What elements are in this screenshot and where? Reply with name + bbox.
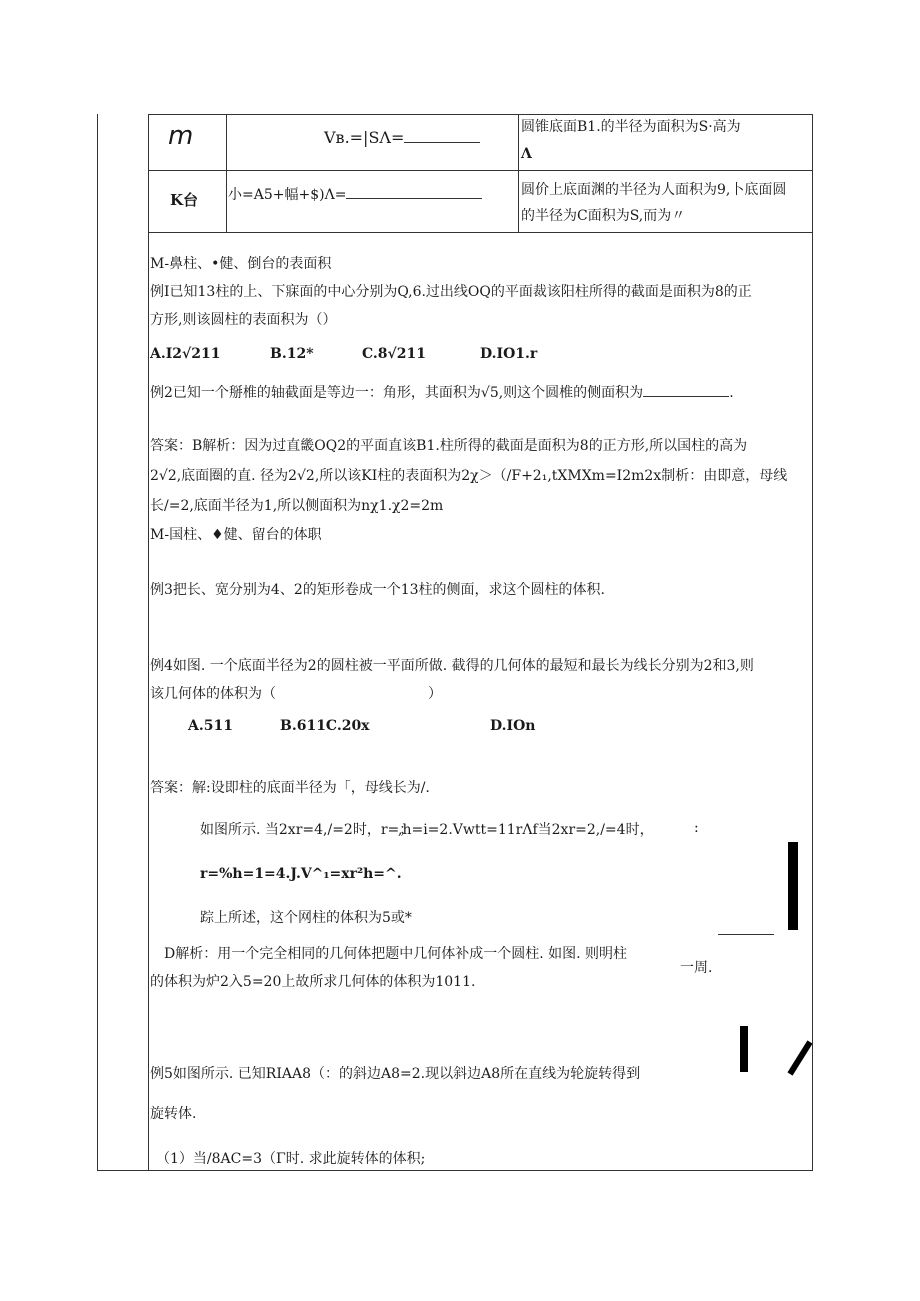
- example-3-text: 例3把长、宽分别为4、2的矩形卷成一个13柱的侧面，求这个圆柱的体积.: [150, 582, 605, 598]
- table-cell-label: K台: [170, 191, 199, 209]
- example-4-text: 例4如图. 一个底面半径为2的圆柱被一平面所做. 截得的几何体的最短和最长为线长分别为2和3,则: [150, 658, 754, 674]
- table-bottom-border: [97, 1170, 813, 1171]
- table-cell-desc: 圆价上底面渊的半径为人面积为9,卜底面圆: [521, 182, 787, 198]
- figure-fragment-line: [718, 934, 774, 935]
- table-cell-formula: [324, 128, 480, 148]
- answer-2-text: 如图所示. 当2xr=4,/=2时，r=；: [200, 822, 414, 838]
- example-1-option-c: C.8√211: [362, 346, 426, 362]
- fill-blank: [404, 128, 480, 143]
- table-cell-desc: 圆锥底面B1.的半径为面积为S·高为: [521, 119, 741, 135]
- table-top-border: [148, 114, 813, 115]
- example-1-text: 例I已知13柱的上、下寐面的中心分别为Q,6.过出线OQ的平面裁该阳柱所得的截面是面积为8的正: [150, 284, 752, 300]
- table-cell-desc: Λ: [521, 146, 532, 162]
- figure-fragment-slash-path: [790, 1042, 810, 1074]
- fill-blank: [643, 382, 729, 397]
- example-2-text: [150, 382, 734, 403]
- example-5-text: 例5如图所示. 已知RIAA8（：的斜边A8=2.现以斜边A8所在直线为轮旋转得到: [150, 1066, 641, 1082]
- answer-2-text: 的体积为炉2入5=20上故所求几何体的体积为1011.: [150, 974, 476, 990]
- answer-2-colon: :: [694, 820, 699, 836]
- fill-blank: [346, 184, 482, 199]
- example-4-option-a: A.511: [188, 718, 233, 734]
- figure-fragment-bar: [740, 1026, 748, 1072]
- example-5-text: 旋转体.: [150, 1106, 197, 1122]
- table-cell-desc: 的半径为C面积为S,而为〃: [521, 208, 686, 224]
- example-5-text: （1）当/8AC=3（Γ时. 求此旋转体的体积;: [156, 1151, 426, 1167]
- table-cell-formula: [228, 184, 482, 205]
- answer-2-text: D解析：用一个完全相同的几何体把题中几何体补成一个圆柱. 如图. 则明柱: [164, 946, 628, 962]
- table-col-divider: [518, 114, 519, 232]
- answer-2-side-text: 一周.: [680, 960, 713, 976]
- formula-text: 小=A5+幅+$)Λ=: [228, 187, 347, 203]
- example-4-paren: ）: [428, 686, 442, 702]
- table-right-border: [812, 114, 813, 1170]
- table-cell-label: m: [168, 121, 194, 151]
- answer-2-text: r=%h=1=4.J.V^₁=xr²h=^.: [200, 866, 402, 882]
- table-col-divider: [226, 114, 227, 232]
- formula-text: Vʙ.=|SΛ=: [324, 128, 405, 147]
- answer-2-text: 踪上所述，这个网柱的体积为5或*: [200, 910, 412, 926]
- example-1-text: 方形,则该圆柱的表面积为（）: [150, 312, 337, 328]
- answer-2-text: ,h=i=2.Vwtt=11rΛf当2xr=2,/=4时，: [398, 822, 654, 838]
- example-4-option-d: D.IOn: [490, 718, 536, 734]
- example-4-text: 该几何体的体积为（: [150, 686, 276, 702]
- example-4-option-bc: B.611C.20x: [280, 718, 370, 734]
- answer-2-text: 答案：解:设即柱的底面半径为「，母线长为/.: [150, 780, 430, 796]
- example-2-period: .: [729, 385, 734, 401]
- figure-fragment-bar: [788, 842, 798, 930]
- table-left-border: [148, 114, 149, 1170]
- example-2-question: 例2已知一个掰椎的轴截面是等边一：角形，其面积为√5,则这个圆椎的侧面积为: [150, 385, 644, 401]
- table-row-divider: [148, 170, 813, 171]
- example-1-option-d: D.IO1.r: [480, 346, 538, 362]
- answer-1-text: 2√2,底面圈的直. 径为2√2,所以该KI柱的表面积为2χ＞（/F+2₁,tXMXm=I2m2x制析：由即意，母线: [150, 468, 788, 484]
- page-left-rule: [97, 114, 98, 1170]
- table-row-divider: [148, 232, 813, 233]
- section-heading: M-国柱、♦健、留台的体职: [150, 527, 322, 543]
- figure-fragment-slash: [786, 1040, 812, 1080]
- example-1-option-b: B.12*: [270, 346, 314, 362]
- section-heading: M-鼻柱、•健、倒台的表面积: [150, 256, 332, 272]
- answer-1-text: 长/=2,底面半径为1,所以侧面积为nχ1.χ2=2m: [150, 498, 444, 514]
- example-1-option-a: A.I2√211: [150, 346, 221, 362]
- answer-1-text: 答案：B解析：因为过直畿OQ2的平面直该B1.柱所得的截面是面积为8的正方形,所以国柱的高为: [150, 438, 748, 454]
